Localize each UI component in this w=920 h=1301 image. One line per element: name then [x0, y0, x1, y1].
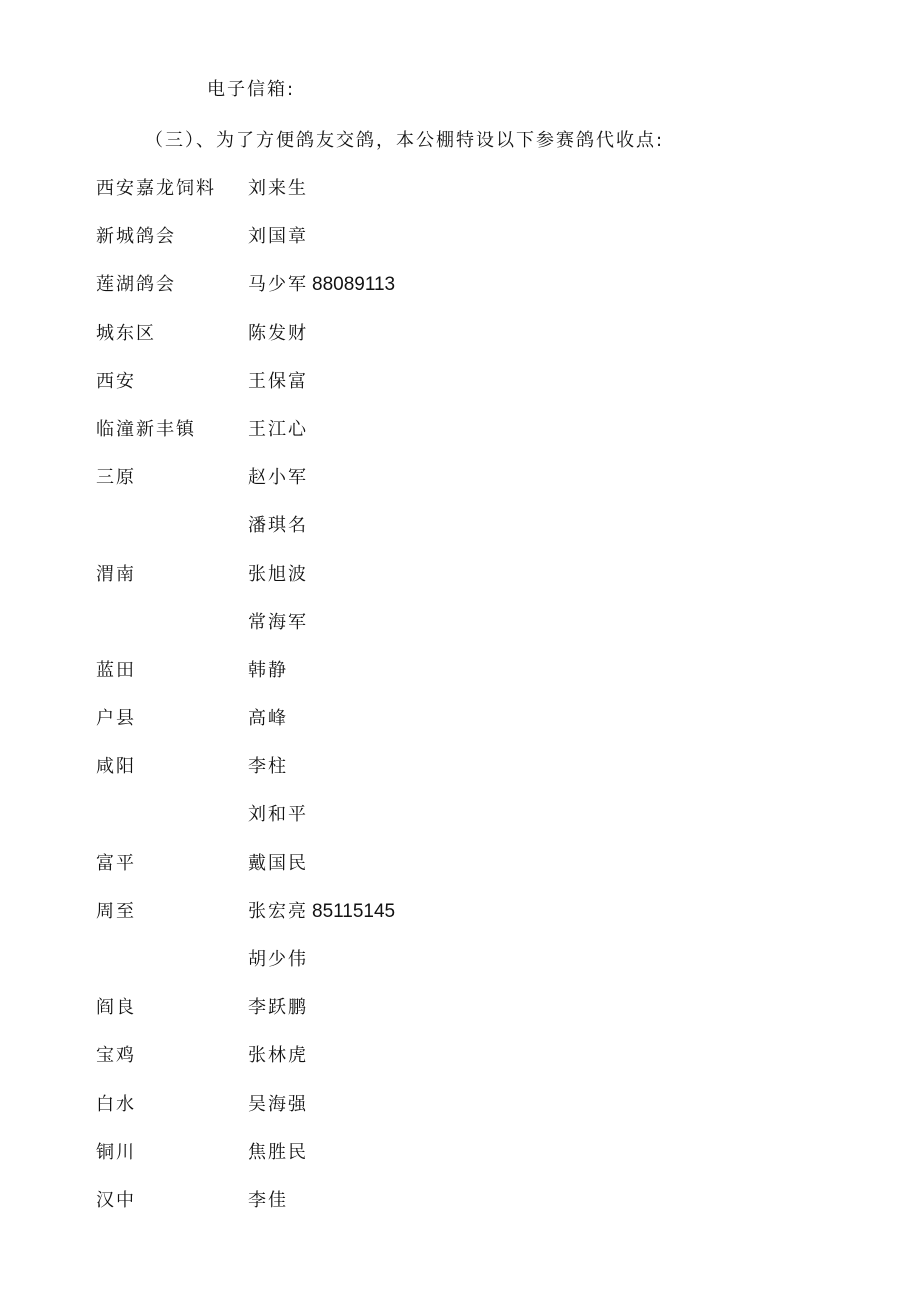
contact-cell — [248, 273, 395, 297]
region-name: 新城鸽会 — [96, 226, 176, 248]
region-name: 三原 — [96, 467, 136, 489]
region-name: 白水 — [96, 1093, 136, 1115]
list-item — [96, 273, 796, 321]
region-name: 临潼新丰镇 — [96, 418, 196, 440]
contact-cell — [248, 611, 308, 635]
contact-cell — [248, 996, 308, 1020]
contact-name: 刘来生 — [248, 178, 308, 199]
contact-cell — [248, 852, 308, 876]
list-item — [96, 1044, 796, 1092]
contact-name: 高峰 — [248, 708, 288, 730]
list-item — [96, 225, 796, 273]
contact-cell — [248, 370, 308, 394]
contact-name: 王保富 — [248, 370, 308, 392]
region-name: 咸阳 — [96, 756, 136, 778]
list-item — [96, 659, 796, 707]
list-item — [96, 996, 796, 1044]
list-item — [96, 611, 796, 659]
contact-phone: 88089113 — [312, 274, 396, 296]
list-item — [96, 1093, 796, 1141]
region-name: 蓝田 — [96, 659, 136, 681]
region-name: 富平 — [96, 852, 136, 874]
list-item — [96, 1189, 796, 1237]
contact-name: 潘琪名 — [248, 515, 308, 537]
contact-name: 刘和平 — [248, 804, 308, 826]
contact-name: 张林虎 — [248, 1045, 308, 1067]
list-item — [96, 755, 796, 803]
list-item — [96, 1141, 796, 1189]
contact-name: 李柱 — [248, 756, 288, 778]
list-item — [96, 852, 796, 900]
contact-name: 焦胜民 — [248, 1141, 308, 1163]
contact-cell — [248, 1093, 308, 1117]
contact-cell — [248, 1044, 308, 1068]
region-name: 户县 — [96, 708, 136, 730]
contact-cell — [248, 1141, 308, 1165]
list-item — [96, 900, 796, 948]
contact-cell — [248, 514, 308, 538]
contact-name: 陈发财 — [248, 322, 308, 344]
list-item — [96, 370, 796, 418]
region-name: 西安 — [96, 370, 136, 392]
contact-name: 胡少伟 — [248, 949, 308, 970]
contact-name: 张宏亮 — [248, 900, 308, 922]
contact-phone: 85115145 — [312, 900, 396, 922]
region-name: 西安嘉龙饲料 — [96, 178, 216, 199]
contact-cell — [248, 418, 308, 442]
contact-name: 马少军 — [248, 274, 308, 296]
contact-name: 赵小军 — [248, 467, 308, 489]
contact-cell — [248, 1189, 288, 1213]
region-name: 城东区 — [96, 322, 156, 344]
email-label: 电子信箱: — [207, 79, 296, 100]
contact-name: 李跃鹏 — [248, 997, 308, 1019]
contact-cell — [248, 659, 288, 683]
list-item — [96, 177, 796, 225]
region-name: 渭南 — [96, 563, 136, 585]
region-name: 阎良 — [96, 997, 136, 1019]
collection-points-list — [96, 177, 796, 1237]
contact-cell — [248, 900, 395, 924]
region-name: 周至 — [96, 900, 136, 922]
contact-cell — [248, 707, 288, 731]
contact-name: 张旭波 — [248, 563, 308, 585]
contact-cell — [248, 948, 308, 972]
region-name: 铜川 — [96, 1141, 136, 1163]
list-item — [96, 466, 796, 514]
contact-cell — [248, 466, 308, 490]
contact-name: 戴国民 — [248, 852, 308, 874]
contact-name: 李佳 — [248, 1189, 288, 1211]
contact-name: 韩静 — [248, 659, 288, 681]
contact-cell — [248, 322, 308, 346]
contact-name: 刘国章 — [248, 226, 308, 248]
collection-intro: （三）、为了方便鸽友交鸽，本公棚特设以下参赛鸽代收点: — [145, 130, 665, 151]
contact-cell — [248, 803, 308, 827]
contact-cell — [248, 225, 308, 249]
contact-name: 常海军 — [248, 611, 308, 633]
list-item — [96, 418, 796, 466]
region-name: 莲湖鸽会 — [96, 274, 176, 296]
list-item — [96, 948, 796, 996]
contact-name: 吴海强 — [248, 1093, 308, 1115]
list-item — [96, 322, 796, 370]
contact-cell — [248, 177, 308, 201]
list-item — [96, 803, 796, 851]
list-item — [96, 707, 796, 755]
region-name: 汉中 — [96, 1189, 136, 1211]
contact-cell — [248, 755, 288, 779]
list-item — [96, 563, 796, 611]
list-item — [96, 514, 796, 562]
contact-name: 王江心 — [248, 418, 308, 440]
region-name: 宝鸡 — [96, 1045, 136, 1067]
contact-cell — [248, 563, 308, 587]
